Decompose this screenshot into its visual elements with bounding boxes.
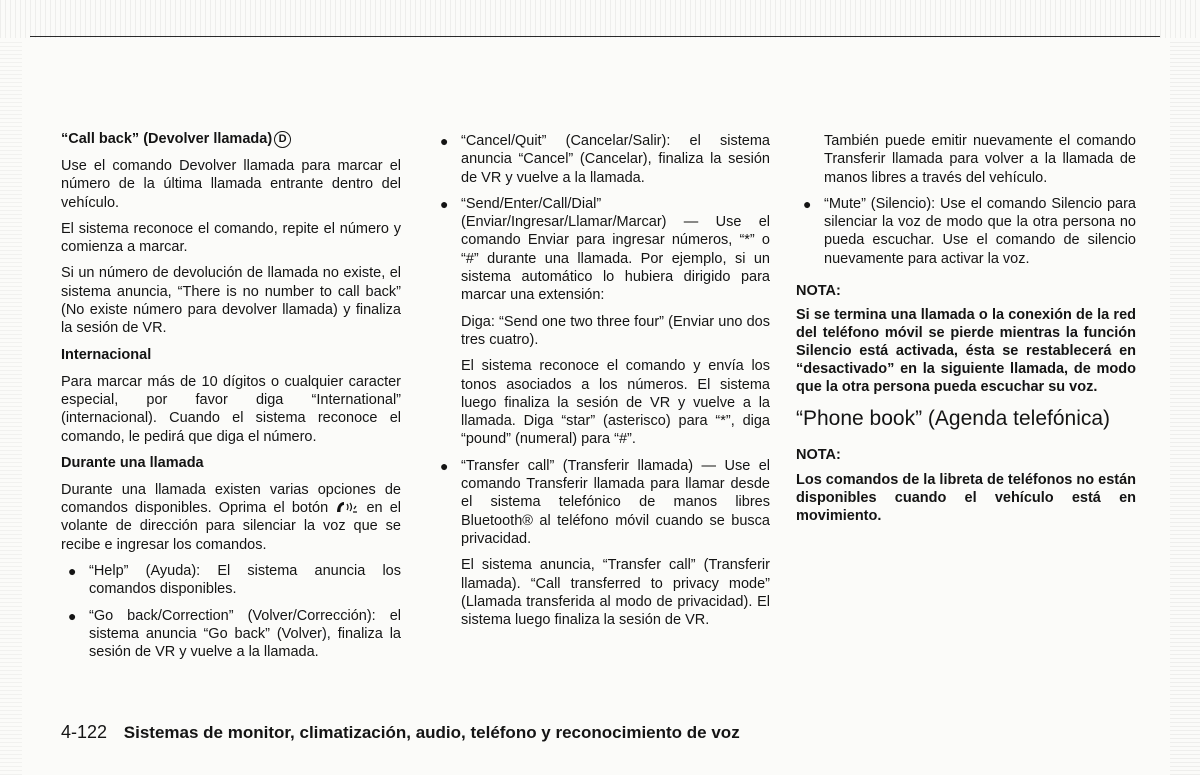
paragraph: Durante una llamada existen varias opciones de comandos disponibles. Oprima el botón en el volante de dirección para silenciar la voz que se recibe e ingresar los comandos. <box>61 481 401 553</box>
note-heading: NOTA: <box>796 447 841 464</box>
note-heading: NOTA: <box>796 283 841 300</box>
scan-edge-left <box>0 40 22 775</box>
column-left <box>61 130 401 670</box>
bullet-icon: ● <box>803 195 812 212</box>
column-middle <box>433 132 770 637</box>
command-list <box>796 195 1136 268</box>
paragraph: Si un número de devolución de llamada no existe, el sistema anuncia, “There is no number to call back” (No existe número para devolver llamada) y finaliza la sesión de VR. <box>61 265 401 337</box>
list-item: ● “Cancel/Quit” (Cancelar/Salir): el sistema anuncia “Cancel” (Cancelar), finaliza la sesión de VR y vuelve a la llamada. <box>440 133 770 186</box>
paragraph: Para marcar más de 10 dígitos o cualquier caracter especial, por favor diga “International” (internacional). Cuando el sistema reconoce el comando, le pedirá que diga el número. <box>61 373 401 445</box>
transfer-continuation: También puede emitir nuevamente el comando Transferir llamada para volver a la llamada de manos libres a través del vehículo. <box>824 133 1136 186</box>
command-list <box>433 457 770 548</box>
chapter-title: Sistemas de monitor, climatización, audio, teléfono y reconocimiento de voz <box>123 723 740 742</box>
command-list <box>61 562 401 661</box>
transfer-explanation: El sistema anuncia, “Transfer call” (Transferir llamada). “Call transferred to privacy mode” (Llamada transferida al modo de privacidad). El sistema luego finaliza la sesión de VR. <box>461 557 770 629</box>
list-item: ● “Help” (Ayuda): El sistema anuncia los comandos disponibles. <box>68 563 401 598</box>
heading-call-back: “Call back” (Devolver llamada) D <box>61 130 401 148</box>
list-item: ● “Go back/Correction” (Volver/Corrección): el sistema anuncia “Go back” (Volver), finaliza la sesión de VR y vuelve a la llamada. <box>68 607 401 661</box>
bullet-icon: ● <box>440 133 449 149</box>
note-body: Los comandos de la libreta de teléfonos no están disponibles cuando el vehículo está en movimiento. <box>796 471 1137 524</box>
page-number: 4-122 <box>61 722 108 742</box>
callout-marker: D <box>274 131 291 148</box>
heading-phone-book: “Phone book” (Agenda telefónica) <box>796 407 1111 431</box>
scan-noise-top <box>0 0 1200 38</box>
bullet-icon: ● <box>440 457 449 474</box>
note-body: Si se termina una llamada o la conexión de la red del teléfono móvil se pierde mientras la función Silencio está activada, ésta se restablecerá en “desactivado” en la siguiente llamada, de modo que la otra persona pueda escuchar su voz. <box>796 307 1136 396</box>
list-item: ● “Transfer call” (Transferir llamada) — Use el comando Transferir llamada para llamar desde el sistema telefónico de manos libres Bluetooth® al teléfono móvil cuando se busca privacidad. <box>440 457 770 547</box>
bullet-icon: ● <box>68 607 77 624</box>
scan-edge-right <box>1170 40 1200 775</box>
list-item: ● “Mute” (Silencio): Use el comando Silencio para silenciar la voz de modo que la otra persona no pueda escuchar. Use el comando de silencio nuevamente para activar la voz. <box>803 195 1136 267</box>
column-right <box>796 132 1136 533</box>
send-explanation: El sistema reconoce el comando y envía los tonos asociados a los números. El sistema luego finaliza la sesión de VR y vuelve a la llamada. Diga “star” (asterisco) para “*”, diga “pound” (numeral) para “#”. <box>461 358 770 448</box>
bullet-icon: ● <box>68 563 77 580</box>
paragraph: Use el comando Devolver llamada para marcar el número de la última llamada entrante dentro del vehículo. <box>61 158 401 211</box>
send-example: Diga: “Send one two three four” (Enviar uno dos tres cuatro). <box>461 313 770 348</box>
phone-talk-icon <box>335 500 359 514</box>
page-footer <box>61 722 740 743</box>
heading-internacional: Internacional <box>61 346 152 363</box>
list-item: ● “Send/Enter/Call/Dial” (Enviar/Ingresar/Llamar/Marcar) — Use el comando Enviar para ingresar números, “*” o “#” durante una llamada. Por ejemplo, si un sistema automático lo hubiera dirigido para marcar una extensión: <box>440 195 770 304</box>
bullet-icon: ● <box>440 195 449 212</box>
heading-durante-llamada: Durante una llamada <box>61 454 204 471</box>
paragraph: El sistema reconoce el comando, repite el número y comienza a marcar. <box>61 220 401 256</box>
header-rule <box>30 36 1160 37</box>
command-list <box>433 132 770 305</box>
